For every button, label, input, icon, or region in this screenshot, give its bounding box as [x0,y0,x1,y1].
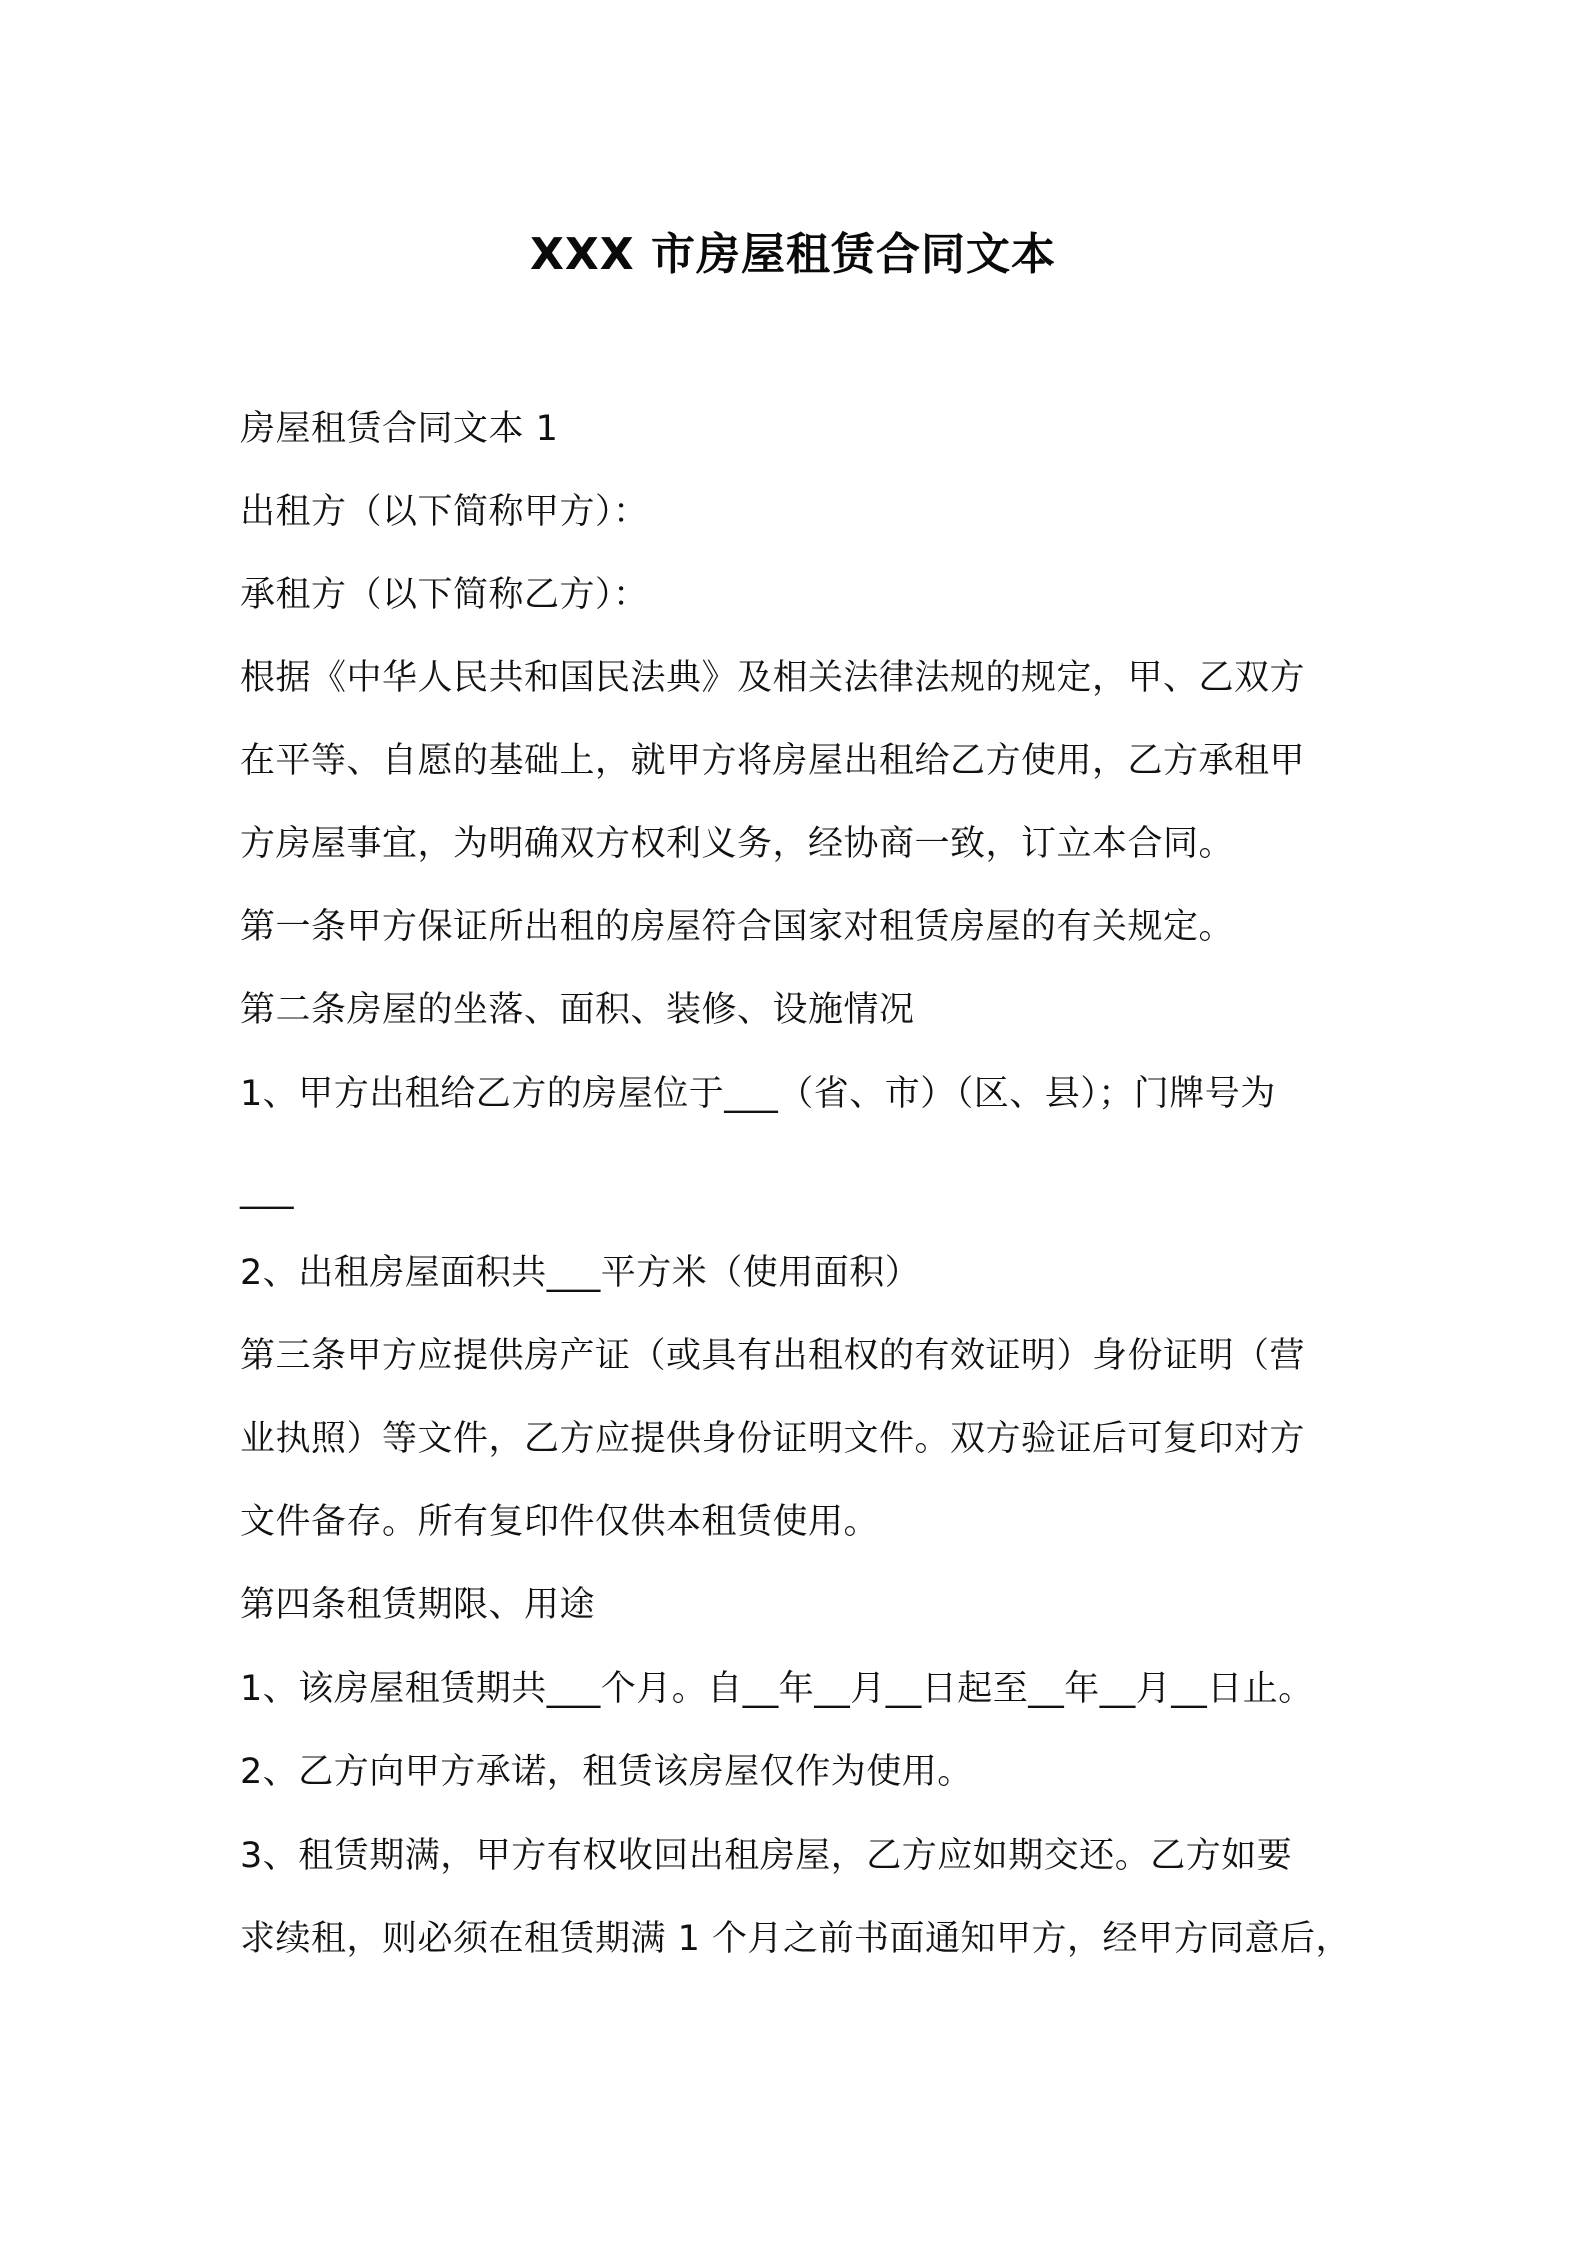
paragraph-line: 方房屋事宜，为明确双方权利义务，经协商一致，订立本合同。 [240,824,1235,864]
clause-line: 1、该房屋租赁期共___个月。自__年__月__日起至__年__月__日止。 [240,1669,1314,1709]
clause-line: 2、乙方向甲方承诺，租赁该房屋仅作为使用。 [240,1752,973,1792]
clause-line: 3、租赁期满，甲方有权收回出租房屋，乙方应如期交还。乙方如要 [240,1836,1293,1876]
lessor-line: 出租方（以下简称甲方）： [240,492,649,532]
article-4-heading: 第四条租赁期限、用途 [240,1585,596,1625]
clause-line: 2、出租房屋面积共___平方米（使用面积） [240,1253,921,1293]
paragraph-line: 文件备存。所有复印件仅供本租赁使用。 [240,1502,880,1542]
paragraph-line: 求续租，则必须在租赁期满 1 个月之前书面通知甲方，经甲方同意后， [240,1919,1352,1959]
clause-line: 1、甲方出租给乙方的房屋位于___（省、市）（区、县）；门牌号为 [240,1074,1276,1114]
lessee-line: 承租方（以下简称乙方）： [240,575,649,615]
article-3-line: 第三条甲方应提供房产证（或具有出租权的有效证明）身份证明（营 [240,1336,1306,1376]
article-1-line: 第一条甲方保证所出租的房屋符合国家对租赁房屋的有关规定。 [240,907,1235,947]
document-title: XXX 市房屋租赁合同文本 [529,229,1057,280]
article-2-heading: 第二条房屋的坐落、面积、装修、设施情况 [240,990,915,1030]
section-heading: 房屋租赁合同文本 1 [240,409,559,449]
paragraph-line: 在平等、自愿的基础上，就甲方将房屋出租给乙方使用，乙方承租甲 [240,741,1306,781]
paragraph-line: 根据《中华人民共和国民法典》及相关法律法规的规定，甲、乙双方 [240,658,1306,698]
document-body [240,405,1360,1964]
paragraph-line: 业执照）等文件，乙方应提供身份证明文件。双方验证后可复印对方 [240,1419,1306,1459]
clause-blank-line: ___ [240,1170,294,1210]
